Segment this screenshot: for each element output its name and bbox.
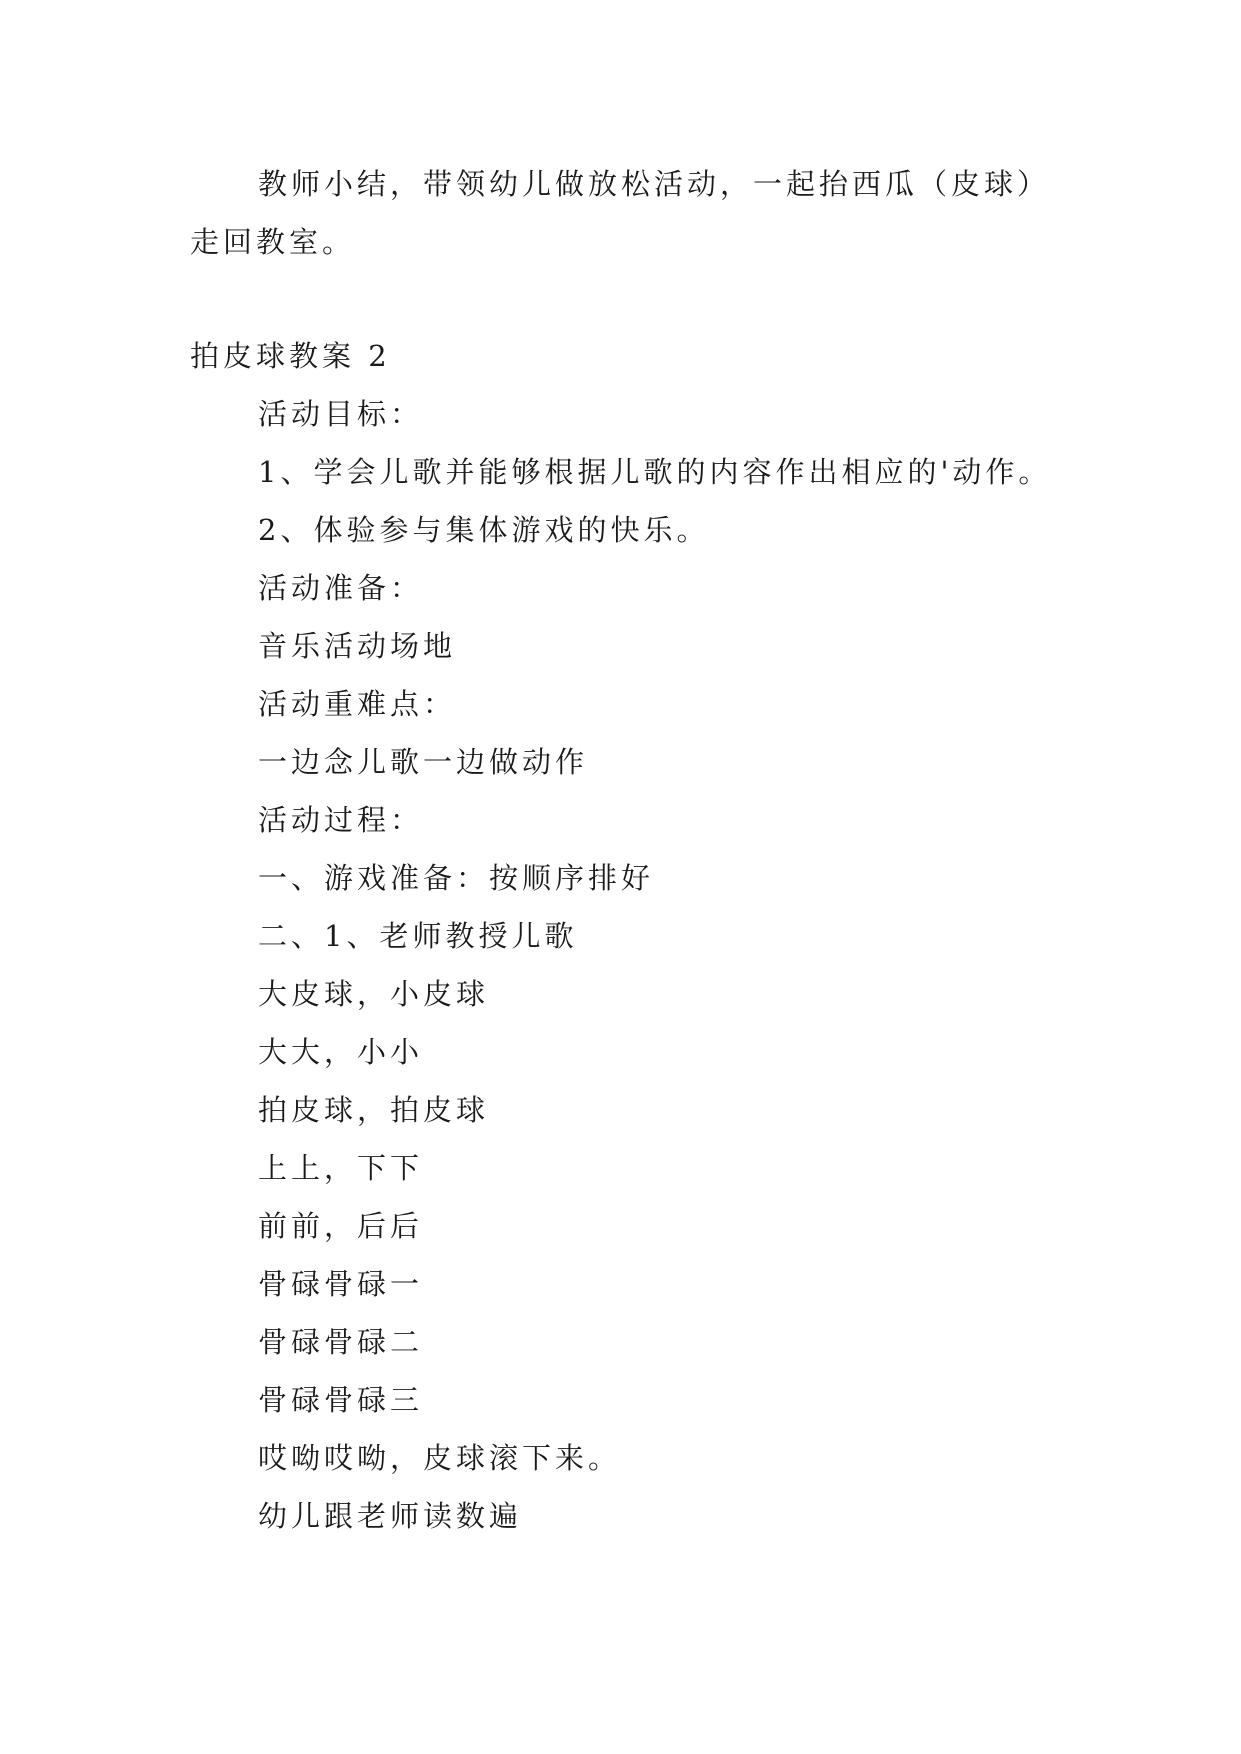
text-line-8: 活动过程： bbox=[258, 803, 424, 837]
text-line-6: 活动重难点： bbox=[258, 687, 457, 721]
text-line-11: 大皮球，小皮球 bbox=[258, 977, 490, 1011]
text-line-17: 骨碌骨碌二 bbox=[258, 1325, 424, 1359]
text-line-4: 活动准备： bbox=[258, 571, 424, 605]
text-line-18: 骨碌骨碌三 bbox=[258, 1383, 424, 1417]
text-line-15: 前前，后后 bbox=[258, 1209, 424, 1243]
text-line-7: 一边念儿歌一边做动作 bbox=[258, 745, 589, 779]
text-line-5: 音乐活动场地 bbox=[258, 629, 457, 663]
text-line-20: 幼儿跟老师读数遍 bbox=[258, 1499, 523, 1533]
text-line-13: 拍皮球，拍皮球 bbox=[258, 1093, 490, 1127]
text-line-12: 大大，小小 bbox=[258, 1035, 424, 1069]
text-line-9: 一、游戏准备：按顺序排好 bbox=[258, 861, 655, 895]
text-line-16: 骨碌骨碌一 bbox=[258, 1267, 424, 1301]
text-line-3: 2、体验参与集体游戏的快乐。 bbox=[258, 513, 710, 547]
section-title: 拍皮球教案 2 bbox=[190, 339, 391, 373]
intro-line-2: 走回教室。 bbox=[190, 225, 356, 259]
text-line-2: 1、学会儿歌并能够根据儿歌的内容作出相应的'动作。 bbox=[258, 455, 1052, 489]
text-line-1: 活动目标： bbox=[258, 397, 424, 431]
intro-line-1: 教师小结，带领幼儿做放松活动，一起抬西瓜（皮球） bbox=[258, 167, 1051, 201]
text-line-19: 哎呦哎呦，皮球滚下来。 bbox=[258, 1441, 622, 1475]
text-line-10: 二、1、老师教授儿歌 bbox=[258, 919, 578, 953]
text-line-14: 上上，下下 bbox=[258, 1151, 424, 1185]
